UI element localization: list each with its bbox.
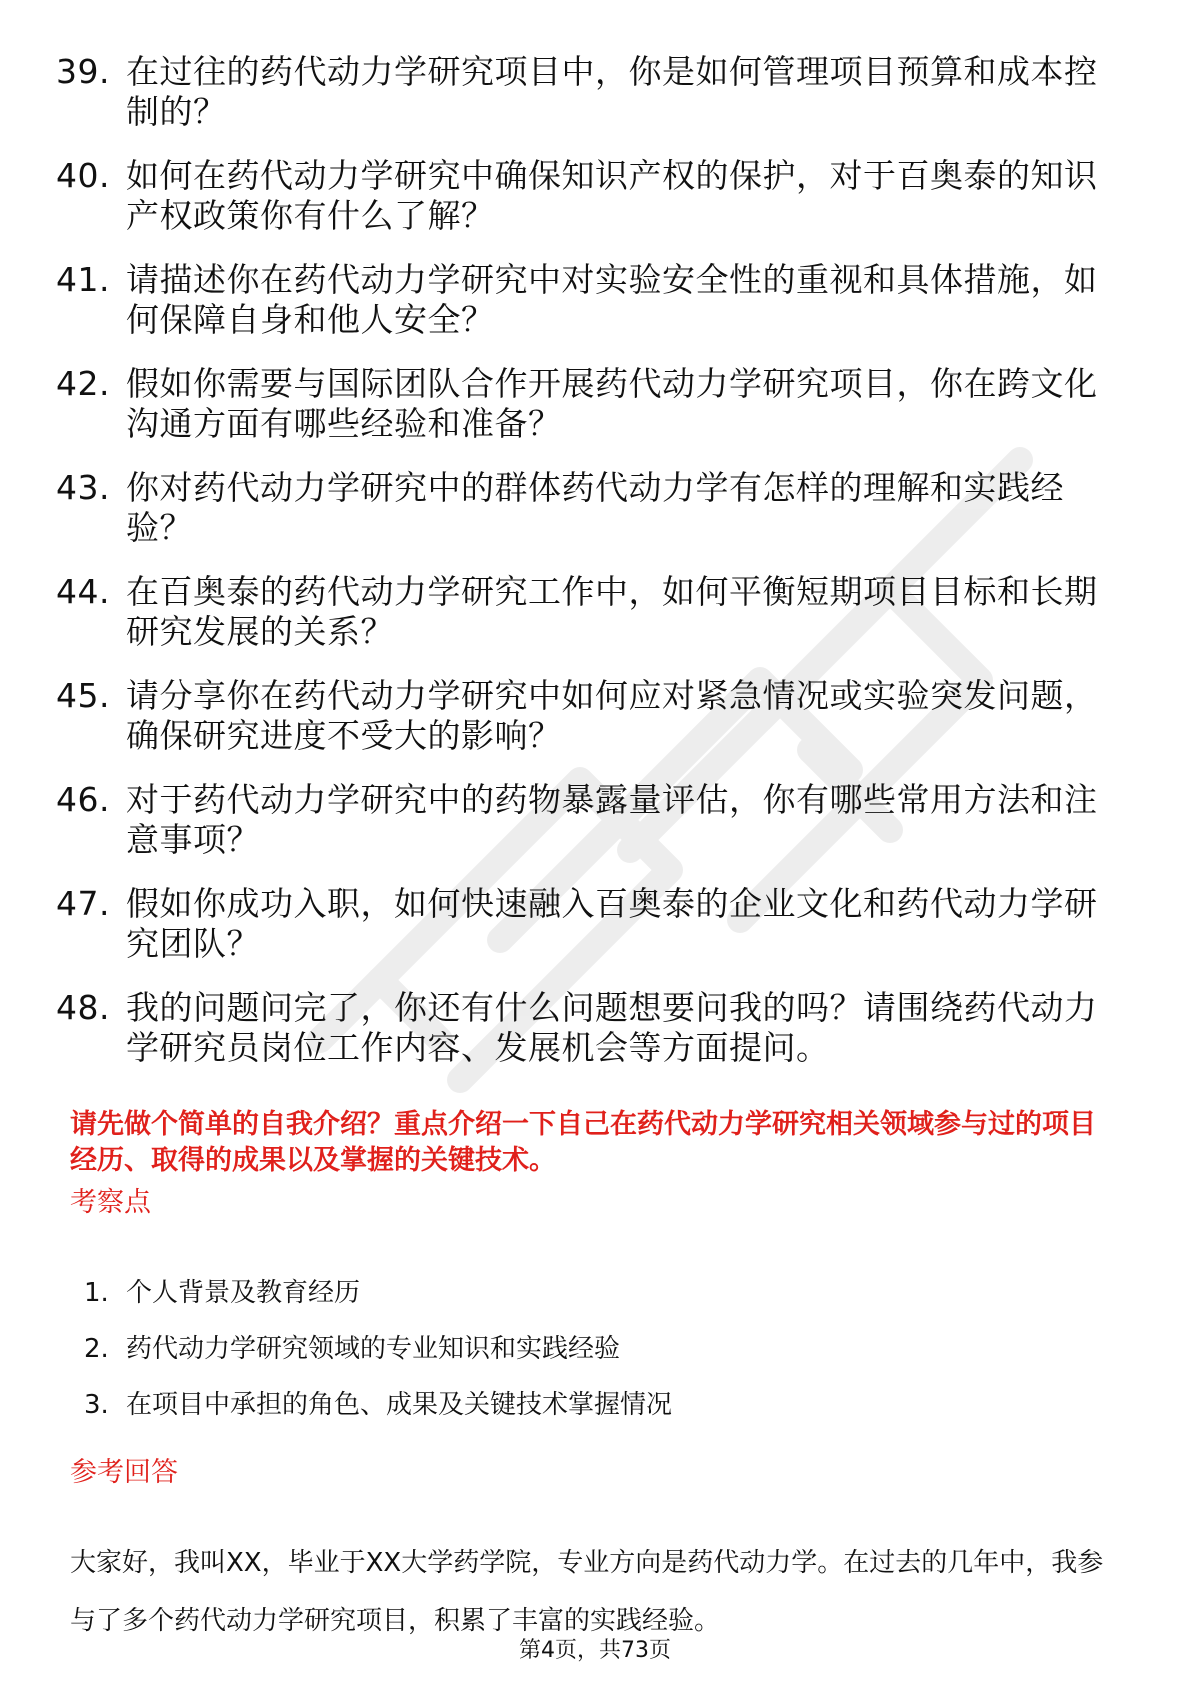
question-item [56, 676, 1126, 756]
question-item [56, 364, 1126, 444]
question-text: 如何在药代动力学研究中确保知识产权的保护，对于百奥泰的知识产权政策你有什么了解？ [126, 156, 1098, 235]
question-text: 请分享你在药代动力学研究中如何应对紧急情况或实验突发问题，确保研究进度不受大的影响？ [126, 676, 1098, 755]
question-text: 在百奥泰的药代动力学研究工作中，如何平衡短期项目目标和长期研究发展的关系？ [126, 572, 1098, 651]
question-item [56, 260, 1126, 340]
question-item [56, 52, 1126, 132]
question-item [56, 780, 1126, 860]
question-list [56, 52, 1126, 1092]
question-item [56, 156, 1126, 236]
examine-point-number: 2. [84, 1334, 109, 1364]
question-number: 43. [56, 468, 110, 507]
examine-point [84, 1276, 1084, 1310]
question-number: 42. [56, 364, 110, 403]
examine-point-number: 3. [84, 1390, 109, 1420]
question-item [56, 988, 1126, 1068]
question-text: 在过往的药代动力学研究项目中，你是如何管理项目预算和成本控制的？ [126, 52, 1098, 131]
question-item [56, 884, 1126, 964]
answer-paragraph: 大家好，我叫XX，毕业于XX大学药学院，专业方向是药代动力学。在过去的几年中，我参与了多个药代动力学研究项目，积累了丰富的实践经验。 [70, 1548, 1104, 1636]
question-number: 47. [56, 884, 110, 923]
examine-point [84, 1388, 1084, 1422]
question-number: 39. [56, 52, 110, 91]
question-text: 你对药代动力学研究中的群体药代动力学有怎样的理解和实践经验？ [126, 468, 1064, 547]
question-text: 我的问题问完了，你还有什么问题想要问我的吗？请围绕药代动力学研究员岗位工作内容、发展机会等方面提问。 [126, 988, 1098, 1067]
question-text: 假如你成功入职，如何快速融入百奥泰的企业文化和药代动力学研究团队？ [126, 884, 1098, 963]
examine-heading: 考察点 [70, 1187, 151, 1218]
question-number: 44. [56, 572, 110, 611]
question-text: 对于药代动力学研究中的药物暴露量评估，你有哪些常用方法和注意事项？ [126, 780, 1098, 859]
intro-question: 请先做个简单的自我介绍？重点介绍一下自己在药代动力学研究相关领域参与过的项目经历、取得的成果以及掌握的关键技术。 [70, 1109, 1096, 1176]
question-item [56, 468, 1126, 548]
question-number: 40. [56, 156, 110, 195]
examine-point-text: 个人背景及教育经历 [126, 1278, 361, 1308]
question-number: 46. [56, 780, 110, 819]
question-number: 48. [56, 988, 110, 1027]
question-text: 假如你需要与国际团队合作开展药代动力学研究项目，你在跨文化沟通方面有哪些经验和准备？ [126, 364, 1098, 443]
question-number: 41. [56, 260, 110, 299]
question-text: 请描述你在药代动力学研究中对实验安全性的重视和具体措施，如何保障自身和他人安全？ [126, 260, 1098, 339]
examine-point [84, 1332, 1084, 1366]
examine-points-list [84, 1276, 1084, 1444]
examine-point-text: 药代动力学研究领域的专业知识和实践经验 [126, 1334, 621, 1364]
answer-heading: 参考回答 [70, 1457, 178, 1488]
examine-point-number: 1. [84, 1278, 109, 1308]
examine-point-text: 在项目中承担的角色、成果及关键技术掌握情况 [126, 1390, 673, 1420]
page-footer: 第4页，共73页 [519, 1638, 671, 1663]
question-number: 45. [56, 676, 110, 715]
question-item [56, 572, 1126, 652]
